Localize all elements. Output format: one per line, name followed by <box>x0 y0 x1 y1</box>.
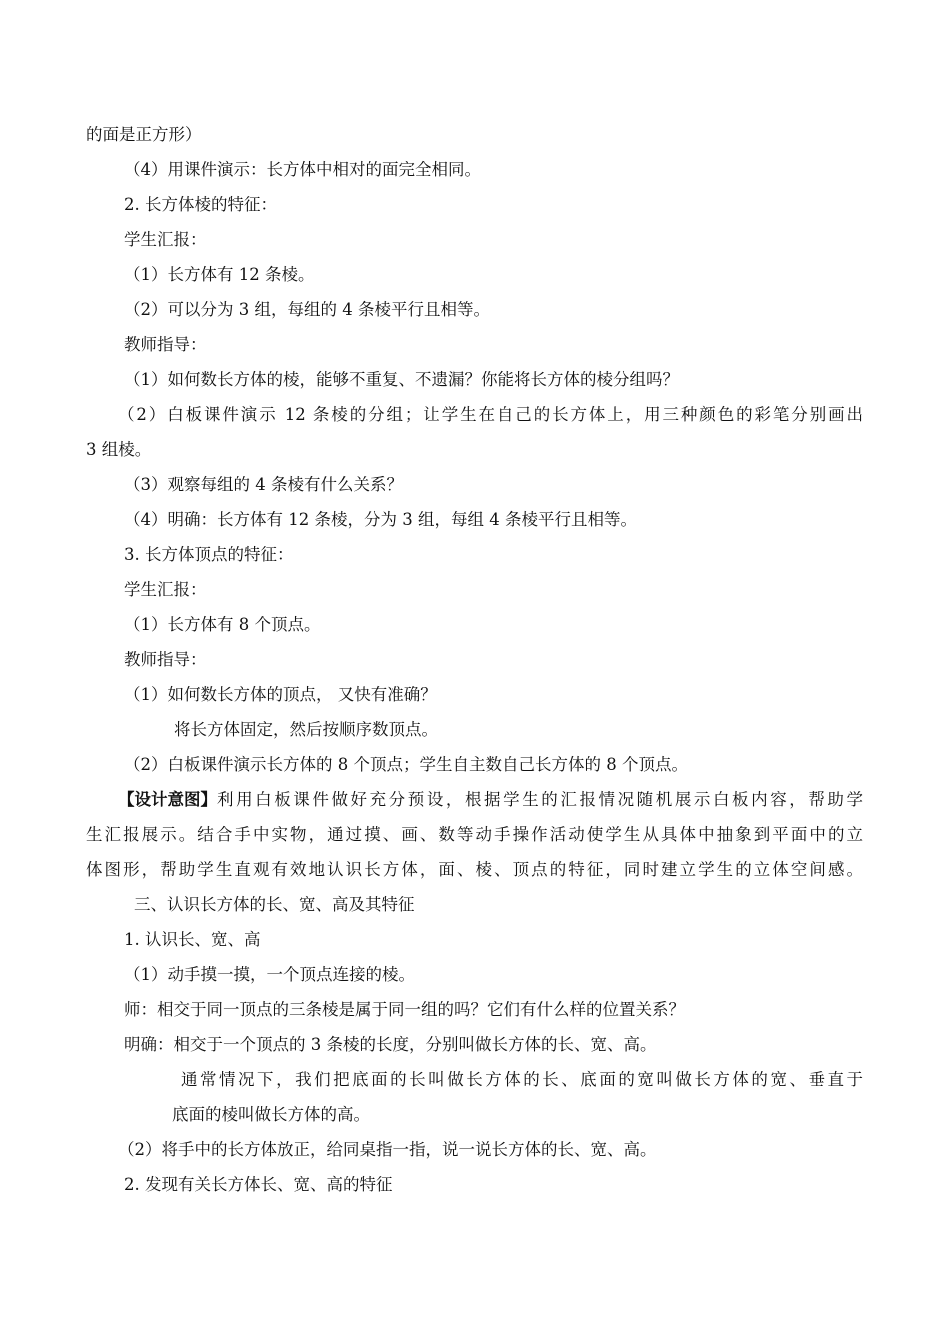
section-heading: 2. 发现有关长方体长、宽、高的特征 <box>124 1175 393 1194</box>
text-line: 教师指导： <box>124 335 207 354</box>
design-intent-line <box>118 789 863 811</box>
text-line: （1）如何数长方体的棱，能够不重复、不遗漏？你能将长方体的棱分组吗？ <box>124 370 679 389</box>
text-line: （2）可以分为 3 组，每组的 4 条棱平行且相等。 <box>124 300 490 319</box>
text-line: 3 组棱。 <box>86 440 152 459</box>
text-line: 将长方体固定，然后按顺序数顶点。 <box>174 720 438 739</box>
design-intent-label: 【设计意图】 <box>118 790 217 809</box>
text-line: （1）长方体有 8 个顶点。 <box>124 615 321 634</box>
text-line: （1）长方体有 12 条棱。 <box>124 265 315 284</box>
section-heading: 3. 长方体顶点的特征： <box>124 545 294 564</box>
text-line: 师：相交于同一顶点的三条棱是属于同一组的吗？它们有什么样的位置关系？ <box>124 1000 685 1019</box>
text-line: 教师指导： <box>124 650 207 669</box>
text-line: 底面的棱叫做长方体的高。 <box>172 1105 370 1124</box>
text-line: （2）将手中的长方体放正，给同桌指一指，说一说长方体的长、宽、高。 <box>118 1140 657 1159</box>
section-heading: 三、认识长方体的长、宽、高及其特征 <box>134 895 415 914</box>
text-line: 学生汇报： <box>124 230 207 249</box>
text-line: （2）白板课件演示 12 条棱的分组；让学生在自己的长方体上，用三种颜色的彩笔分别画出 <box>118 405 863 424</box>
text-span: 利用白板课件做好充分预设，根据学生的汇报情况随机展示白板内容，帮助学 <box>217 790 863 809</box>
text-line: （1）如何数长方体的顶点， 又快有准确？ <box>124 685 437 704</box>
section-heading: 2. 长方体棱的特征： <box>124 195 277 214</box>
text-line: 学生汇报： <box>124 580 207 599</box>
text-line: 通常情况下，我们把底面的长叫做长方体的长、底面的宽叫做长方体的宽、垂直于 <box>181 1070 863 1089</box>
text-line: （2）白板课件演示长方体的 8 个顶点；学生自主数自己长方体的 8 个顶点。 <box>124 755 688 774</box>
text-line: （4）用课件演示：长方体中相对的面完全相同。 <box>124 160 481 179</box>
section-heading: 1. 认识长、宽、高 <box>124 930 261 949</box>
text-line: （1）动手摸一摸，一个顶点连接的棱。 <box>124 965 415 984</box>
text-line: （3）观察每组的 4 条棱有什么关系？ <box>124 475 403 494</box>
text-line: 生汇报展示。结合手中实物，通过摸、画、数等动手操作活动使学生从具体中抽象到平面中的立 <box>86 825 863 844</box>
text-line: 明确：相交于一个顶点的 3 条棱的长度，分别叫做长方体的长、宽、高。 <box>124 1035 657 1054</box>
text-line: （4）明确：长方体有 12 条棱，分为 3 组，每组 4 条棱平行且相等。 <box>124 510 637 529</box>
text-line: 体图形，帮助学生直观有效地认识长方体，面、棱、顶点的特征，同时建立学生的立体空间感。 <box>86 860 863 879</box>
text-line: 的面是正方形） <box>86 125 202 144</box>
